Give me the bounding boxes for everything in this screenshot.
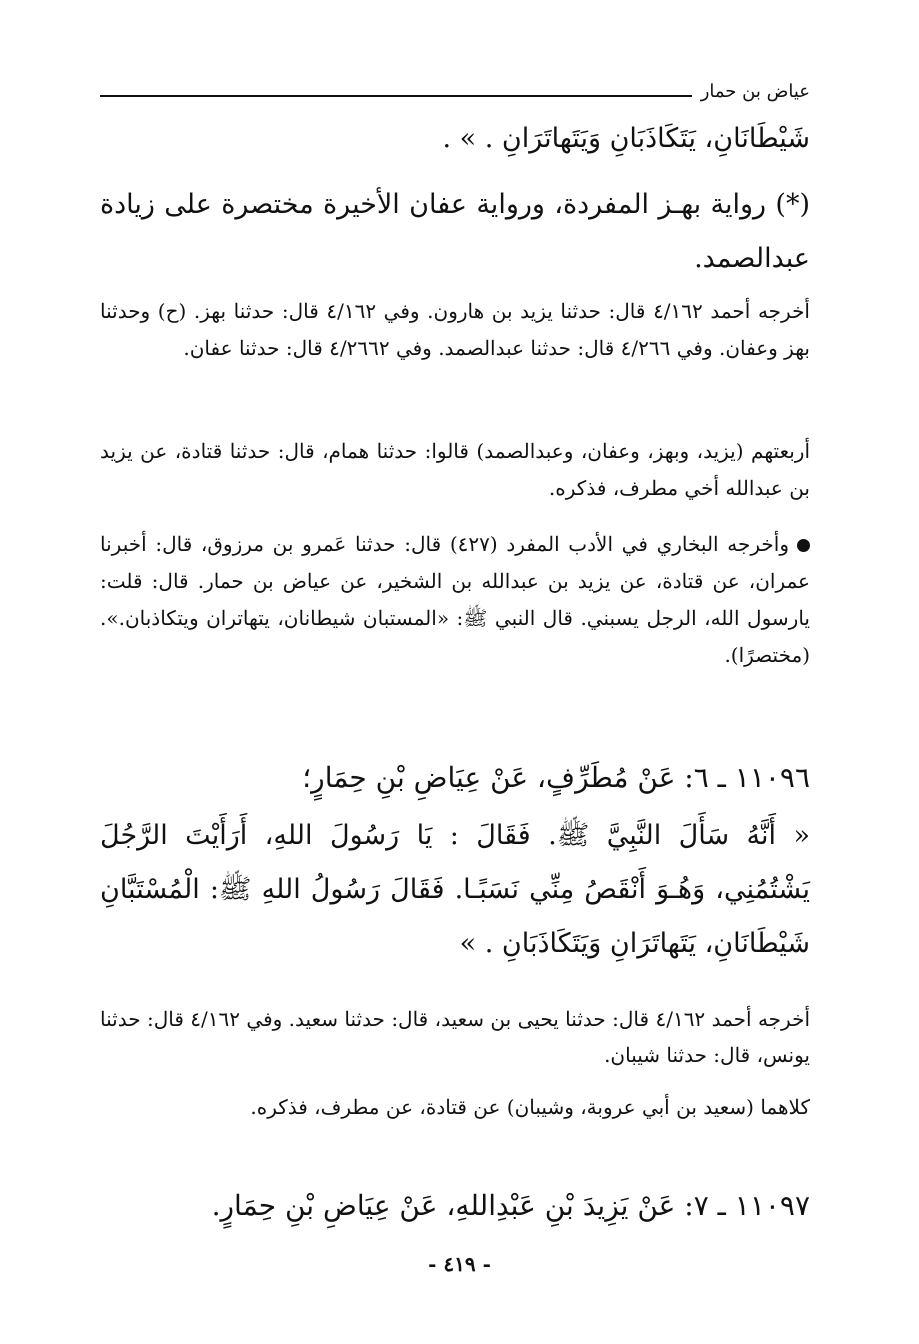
takhrij-text: وأخرجه البخاري في الأدب المفرد (٤٢٧) قال: حدثنا عَمرو بن مرزوق، قال: أخبرنا عمران، عن قتادة، عن يزيد بن عبدالله بن الشخير، عن عياض بن حمار. قال: قلت: يارسول الله، الرجل يسبني. قال النبي ﷺ: «المستبان شيطانان، يتهاتران ويتكاذبان.». (مختصرًا). (100, 532, 810, 667)
header-rule (100, 95, 692, 97)
running-header (100, 80, 810, 108)
takhrij-paragraph (100, 526, 810, 674)
hadith-end-line: شَيْطَانَانِ، يَتَكَاذَبَانِ وَيَتَهاتَرَانِ . » . (442, 123, 810, 154)
bullet-dot (797, 539, 810, 552)
hadith-heading: ١١٠٩٦ ـ ٦: عَنْ مُطَرِّفٍ، عَنْ عِيَاضِ بْنِ حِمَارٍ؛ (302, 761, 810, 794)
page-number: - ٤١٩ - (428, 1252, 491, 1276)
header-title: عياض بن حمار (700, 81, 810, 102)
takhrij-paragraph: كلاهما (سعيد بن أبي عروبة، وشيبان) عن قتادة، عن مطرف، فذكره. (250, 1095, 810, 1119)
takhrij-paragraph: أربعتهم (يزيد، وبهز، وعفان، وعبدالصمد) قالوا: حدثنا همام، قال: حدثنا قتادة، عن يزيد بن عبدالله أخي مطرف، فذكره. (100, 439, 810, 500)
hadith-text: « أَنَّهُ سَأَلَ النَّبِيَّ ﷺ. فَقَالَ : يَا رَسُولَ اللهِ، أَرَأَيْتَ الرَّجُلَ يَشْتُمُنِي، وَهُـوَ أَنْقَصُ مِنِّي نَسَبًـا. فَقَالَ رَسُولُ اللهِ ﷺ: الْمُسْتَبَّانِ شَيْطَانَانِ، يَتَهاتَرَانِ وَيَتَكَاذَبَانِ . » (100, 820, 810, 959)
takhrij-paragraph: أخرجه أحمد ٤/١٦٢ قال: حدثنا يحيى بن سعيد، قال: حدثنا سعيد. وفي ٤/١٦٢ قال: حدثنا يونس، قال: حدثنا شيبان. (100, 1007, 810, 1067)
hadith-heading: ١١٠٩٧ ـ ٧: عَنْ يَزِيدَ بْنِ عَبْدِاللهِ، عَنْ عِيَاضِ بْنِ حِمَارٍ. (211, 1189, 810, 1222)
takhrij-paragraph: أخرجه أحمد ٤/١٦٢ قال: حدثنا يزيد بن هارون. وفي ٤/١٦٢ قال: حدثنا بهز. (ح) وحدثنا بهز وعفان. وفي ٤/٢٦٦ قال: حدثنا عبدالصمد. وفي ٤/٢٦٦٢ قال: حدثنا عفان. (100, 299, 810, 360)
narration-note: (*) رواية بهـز المفردة، ورواية عفان الأخيرة مختصرة على زيادة عبدالصمد. (100, 189, 810, 274)
